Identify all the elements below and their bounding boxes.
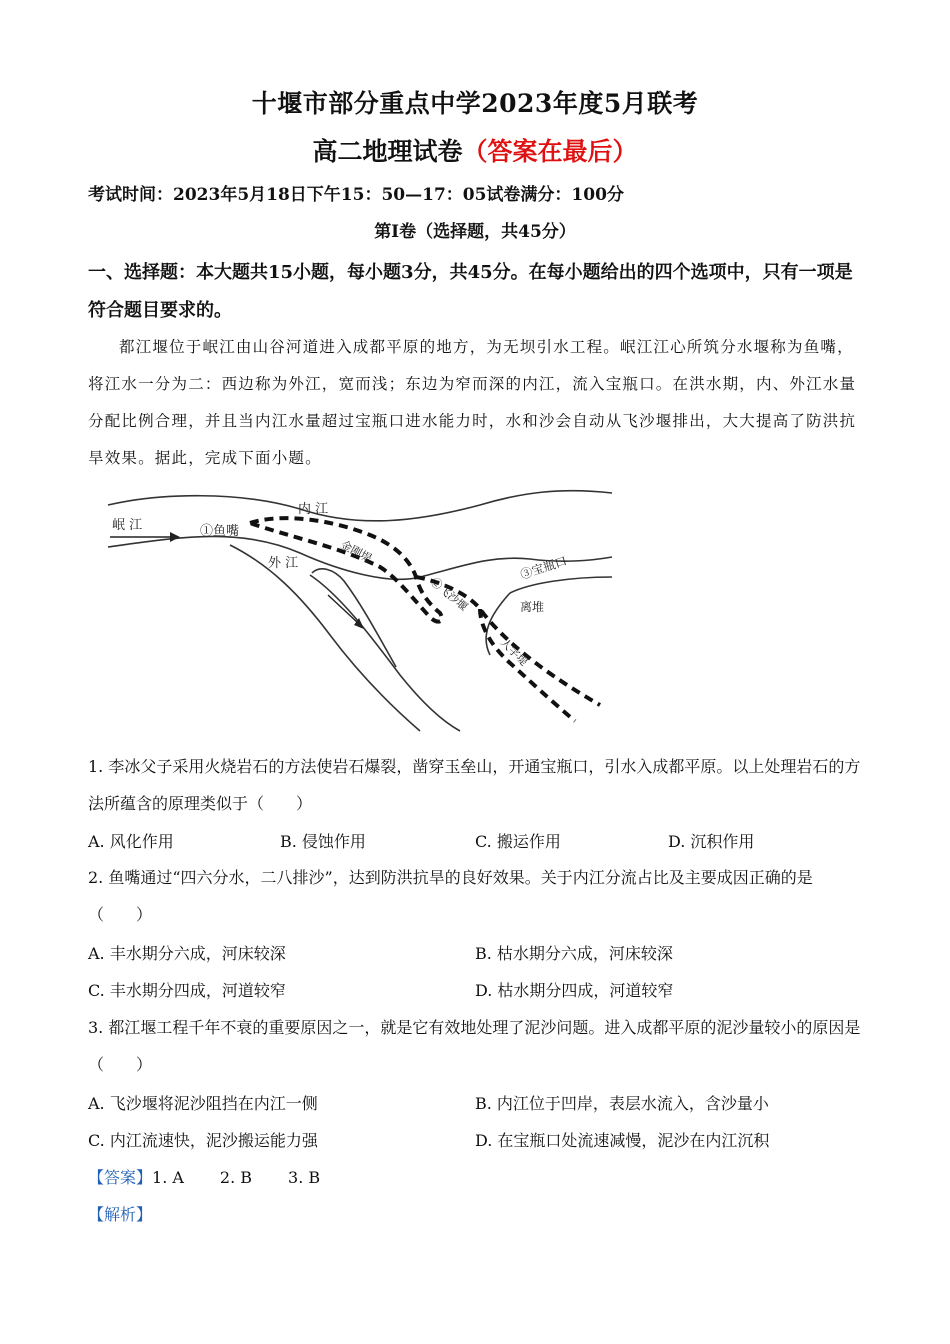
outer-river-west-bank	[230, 545, 420, 731]
waijiang-arrow-head	[354, 618, 364, 629]
label-waijiang: 外 江	[268, 556, 299, 571]
question-3-stem: 3. 都江堰工程千年不衰的重要原因之一，就是它有效地处理了泥沙问题。进入成都平原的泥沙量较小的原因是（ ）	[88, 1018, 861, 1074]
document-title: 十堰市部分重点中学2023年度5月联考	[251, 89, 699, 118]
part-one-heading: 第Ⅰ卷（选择题，共45分）	[374, 222, 576, 242]
section-heading: 一、选择题：本大题共15小题，每小题3分，共45分。在每小题给出的四个选项中，只有一项是符合题目要求的。	[88, 262, 853, 321]
label-feishayan: ②飞沙堰	[428, 575, 471, 614]
q1-option-b: B. 侵蚀作用	[280, 832, 366, 851]
q3-option-a: A. 飞沙堰将泥沙阻挡在内江一侧	[88, 1094, 318, 1113]
subtitle-note: （答案在最后）	[462, 137, 638, 166]
q2-option-d: D. 枯水期分四成，河道较窄	[475, 981, 674, 1000]
label-minjiang: 岷 江	[112, 518, 143, 533]
document-subtitle	[0, 132, 950, 168]
subtitle-text: 高二地理试卷	[312, 137, 463, 166]
label-yuzui: ①鱼嘴	[200, 524, 240, 539]
label-jingangdi: 金刚堤	[338, 538, 374, 566]
minjiang-arrow-head	[170, 532, 180, 542]
q1-option-d: D. 沉积作用	[668, 832, 755, 851]
q1-option-c: C. 搬运作用	[475, 832, 561, 851]
q2-option-b: B. 枯水期分六成，河床较深	[475, 944, 673, 963]
label-baopingkou: ③宝瓶口	[518, 553, 569, 582]
answer-label: 【答案】	[88, 1168, 153, 1187]
q3-option-d: D. 在宝瓶口处流速减慢，泥沙在内江沉积	[475, 1131, 770, 1150]
q2-option-a: A. 丰水期分六成，河床较深	[88, 944, 286, 963]
answer-3: 3. B	[288, 1168, 321, 1187]
label-neijiang: 内 江	[298, 502, 329, 517]
q3-option-b: B. 内江位于凹岸，表层水流入，含沙量小	[475, 1094, 769, 1113]
answer-line	[88, 1165, 320, 1188]
analysis-label: 【解析】	[88, 1205, 153, 1224]
waijiang-flow-arrow	[328, 595, 358, 623]
question-1-stem: 1. 李冰父子采用火烧岩石的方法使岩石爆裂，凿穿玉垒山，开通宝瓶口，引水入成都平原。以上处理岩石的方法所蕴含的原理类似于（ ）	[88, 757, 861, 813]
question-2-stem: 2. 鱼嘴通过“四六分水，二八排沙”，达到防洪抗旱的良好效果。关于内江分流占比及主要成因正确的是（ ）	[88, 868, 813, 924]
answer-2: 2. B	[219, 1168, 253, 1187]
q1-option-a: A. 风化作用	[88, 832, 174, 851]
label-renzidi: 人字堤	[497, 635, 531, 669]
north-bank-line	[108, 491, 612, 521]
answer-1: 1. A	[152, 1168, 184, 1187]
label-lidui: 离堆	[520, 600, 545, 614]
dujiangyan-diagram	[100, 485, 620, 735]
exam-info: 考试时间：2023年5月18日下午15：50—17：05试卷满分：100分	[88, 185, 624, 205]
intro-paragraph: 都江堰位于岷江由山谷河道进入成都平原的地方，为无坝引水工程。岷江江心所筑分水堰称为鱼嘴，将江水一分为二：西边称为外江，宽而浅；东边为窄而深的内江，流入宝瓶口。在洪水期，内、外江水量分配比例合理，并且当内江水量超过宝瓶口进水能力时，水和沙会自动从飞沙堰排出，大大提高了防洪抗旱效果。据此，完成下面小题。	[88, 338, 857, 467]
q3-option-c: C. 内江流速快，泥沙搬运能力强	[88, 1131, 318, 1150]
q2-option-c: C. 丰水期分四成，河道较窄	[88, 981, 286, 1000]
